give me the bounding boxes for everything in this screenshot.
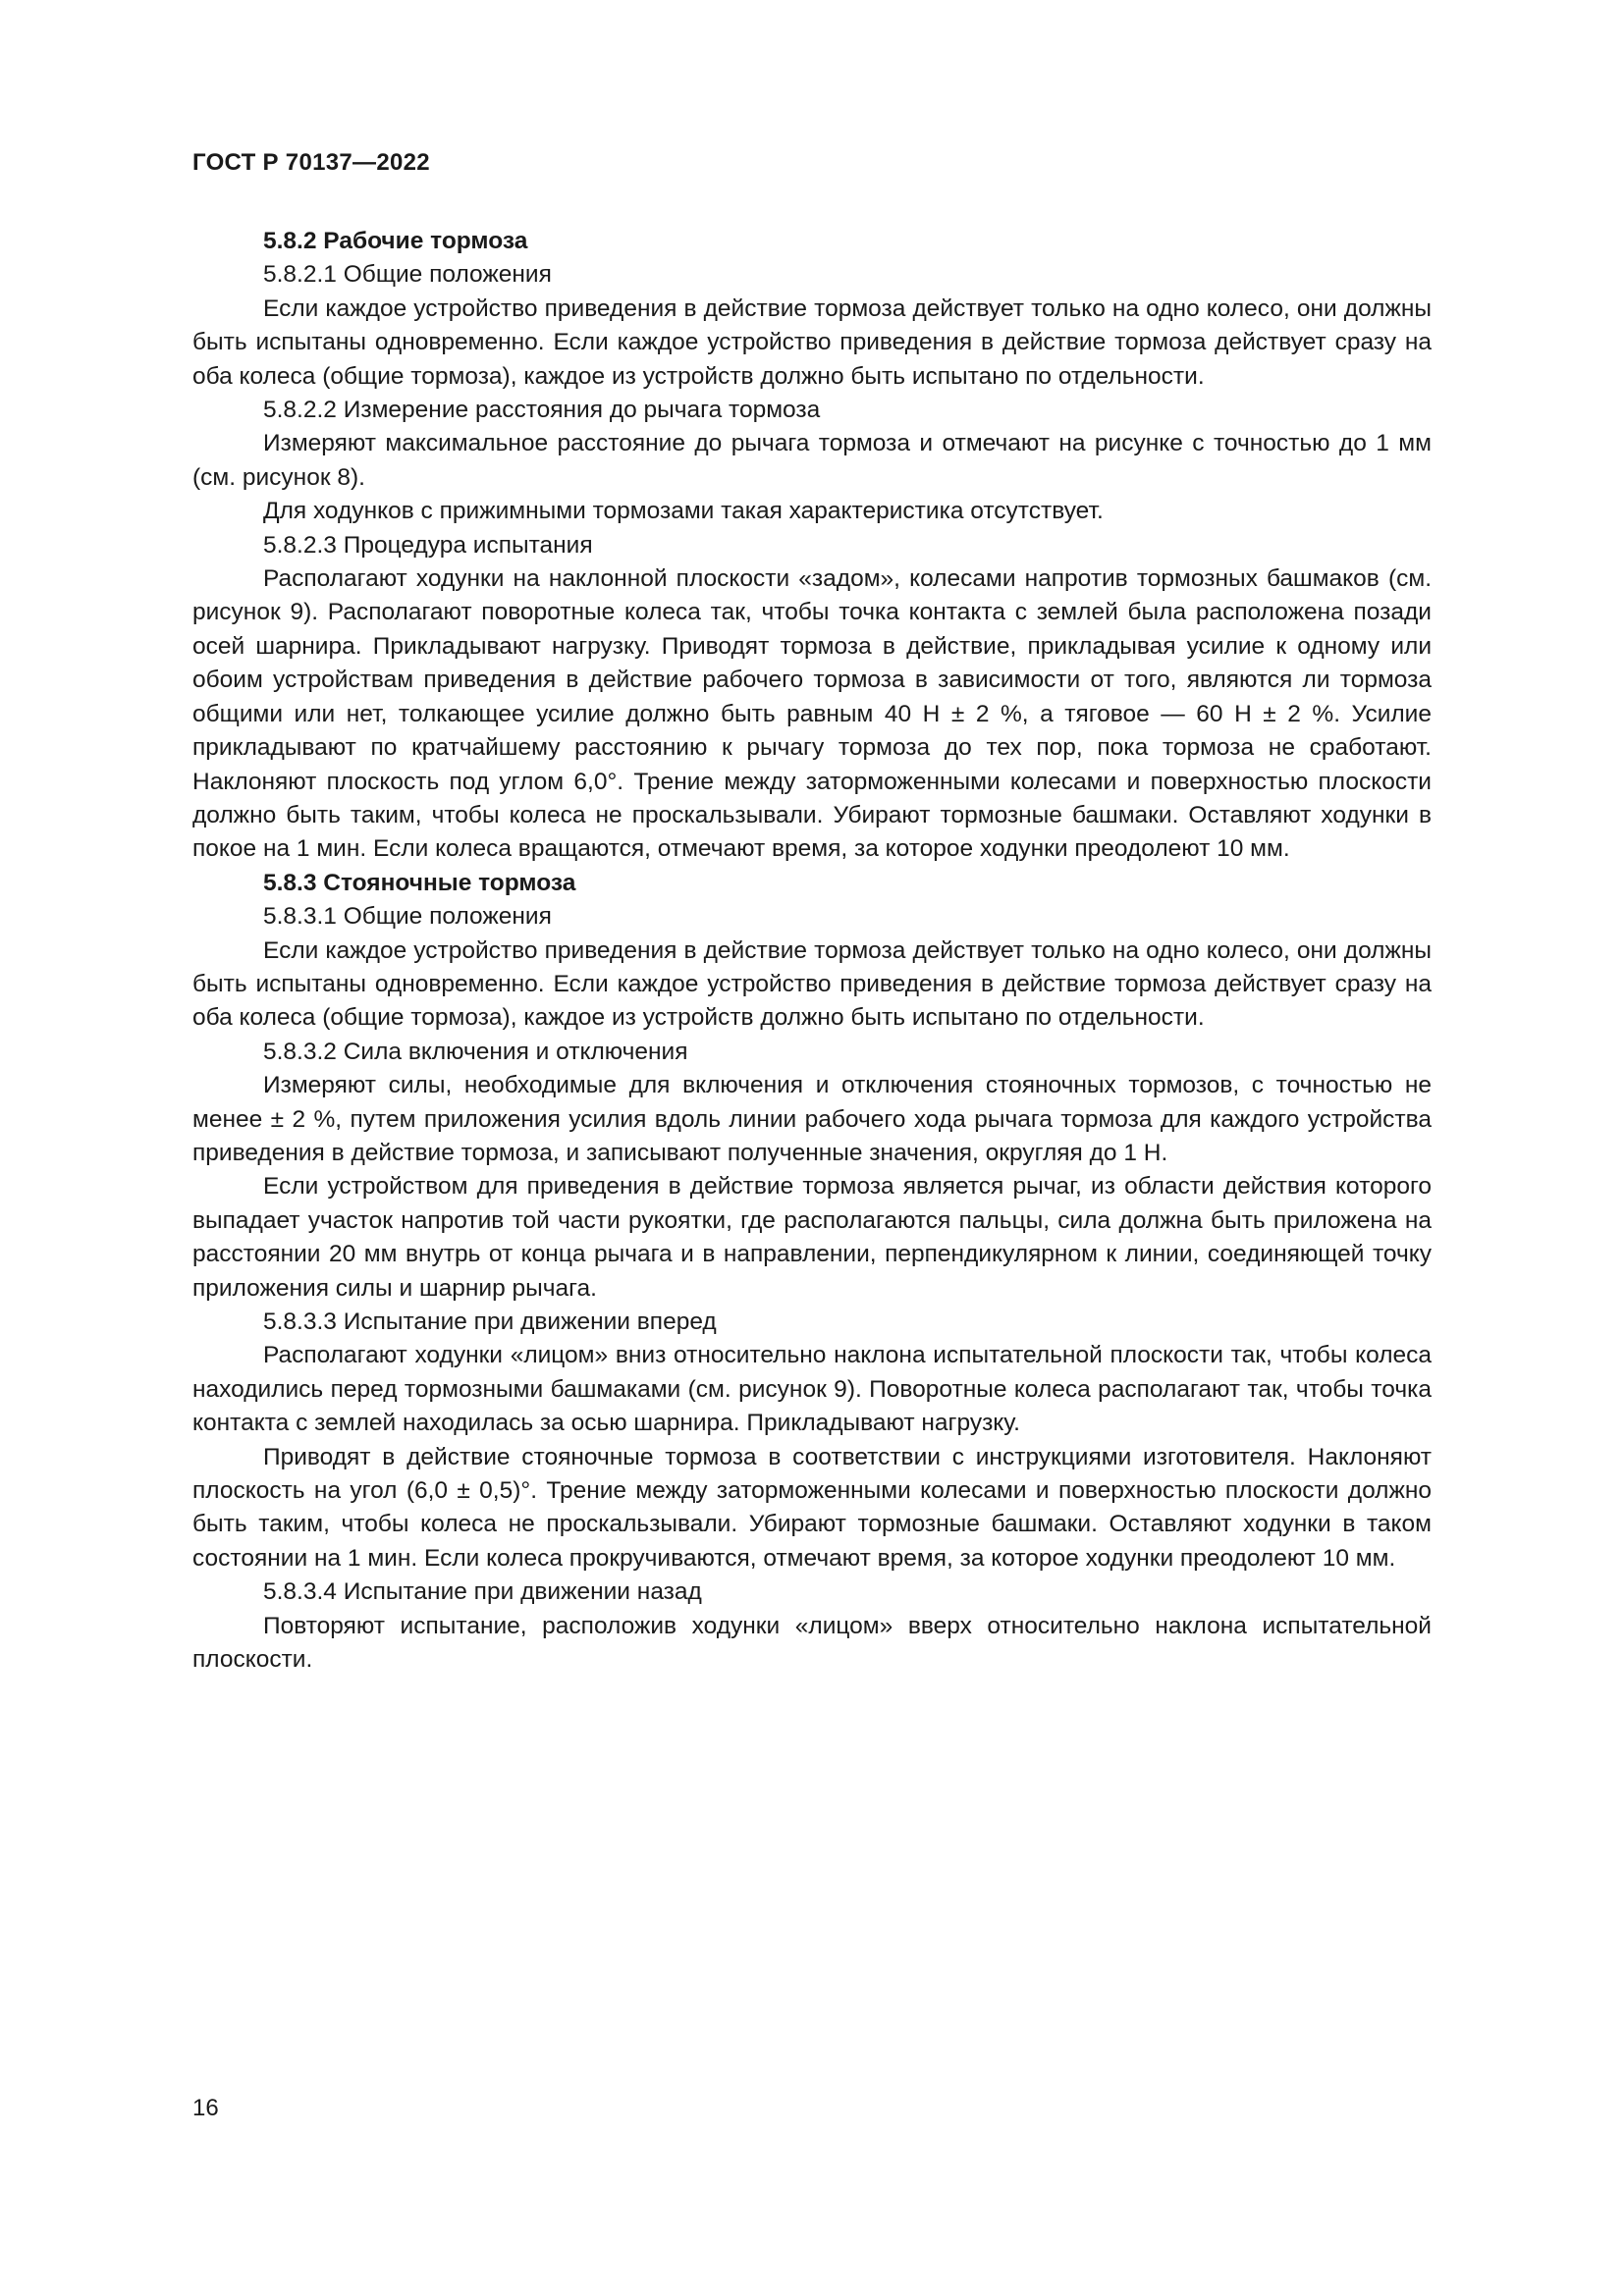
subsection-heading-5-8-3-1: 5.8.3.1 Общие положения (263, 903, 552, 931)
section-heading-5-8-3: 5.8.3 Стояночные тормоза (263, 869, 576, 896)
document-body (192, 225, 1432, 1677)
paragraph: Измеряют силы, необходимые для включения и отключения стояночных тормозов, с точностью не менее ± 2 %, путем приложения усилия вдоль линии рабочего хода рычага тормоза для каждого устройства приведения в действие тормоза, и записывают полученные значения, округляя до 1 Н. (192, 1072, 1432, 1166)
subsection-heading-5-8-2-1: 5.8.2.1 Общие положения (263, 261, 552, 289)
subsection-heading-5-8-2-3: 5.8.2.3 Процедура испытания (263, 531, 593, 559)
subsection-heading-5-8-2-2: 5.8.2.2 Измерение расстояния до рычага тормоза (263, 397, 821, 424)
paragraph: Располагают ходунки на наклонной плоскости «задом», колесами напротив тормозных башмаков (см. рисунок 9). Располагают поворотные колеса так, чтобы точка контакта с землей была расположена позади осей шарнира. Прикладывают нагрузку. Приводят тормоза в действие, прикладывая усилие к одному или обоим устройствам приведения в действие рабочего тормоза в зависимости от того, являются ли тормоза общими или нет, толкающее усилие должно быть равным 40 Н ± 2 %, а тяговое — 60 Н ± 2 %. Усилие прикладывают по кратчайшему расстоянию к рычагу тормоза до тех пор, пока тормоза не сработают. Наклоняют плоскость под углом 6,0°. Трение между заторможенными колесами и поверхностью плоскости должно быть таким, чтобы колеса не проскальзывали. Убирают тормозные башмаки. Оставляют ходунки в покое на 1 мин. Если колеса вращаются, отмечают время, за которое ходунки преодолеют 10 мм. (192, 565, 1432, 863)
subsection-heading-5-8-3-4: 5.8.3.4 Испытание при движении назад (263, 1578, 702, 1606)
paragraph: Приводят в действие стояночные тормоза в соответствии с инструкциями изготовителя. Наклоняют плоскость на угол (6,0 ± 0,5)°. Трение между заторможенными колесами и поверхностью плоскости должно быть таким, чтобы колеса не проскальзывали. Убирают тормозные башмаки. Оставляют ходунки в таком состоянии на 1 мин. Если колеса прокручиваются, отмечают время, за которое ходунки преодолеют 10 мм. (192, 1443, 1432, 1572)
paragraph: Повторяют испытание, расположив ходунки «лицом» вверх относительно наклона испытательной плоскости. (192, 1612, 1432, 1674)
paragraph: Если каждое устройство приведения в действие тормоза действует только на одно колесо, они должны быть испытаны одновременно. Если каждое устройство приведения в действие тормоза действует сразу на оба колеса (общие тормоза), каждое из устройств должно быть испытано по отдельности. (192, 294, 1432, 390)
document-header: ГОСТ Р 70137—2022 (192, 149, 430, 176)
paragraph: Располагают ходунки «лицом» вниз относительно наклона испытательной плоскости так, чтобы колеса находились перед тормозными башмаками (см. рисунок 9). Поворотные колеса располагают так, чтобы точка контакта с землей находилась за осью шарнира. Прикладывают нагрузку. (192, 1342, 1432, 1437)
paragraph: Измеряют максимальное расстояние до рычага тормоза и отмечают на рисунке с точностью до 1 мм (см. рисунок 8). (192, 430, 1432, 491)
subsection-heading-5-8-3-3: 5.8.3.3 Испытание при движении вперед (263, 1308, 717, 1335)
page-number: 16 (192, 2095, 219, 2121)
paragraph: Для ходунков с прижимными тормозами такая характеристика отсутствует. (263, 498, 1104, 525)
paragraph: Если каждое устройство приведения в действие тормоза действует только на одно колесо, они должны быть испытаны одновременно. Если каждое устройство приведения в действие тормоза действует сразу на оба колеса (общие тормоза), каждое из устройств должно быть испытано по отдельности. (192, 936, 1432, 1032)
section-heading-5-8-2: 5.8.2 Рабочие тормоза (263, 228, 528, 254)
subsection-heading-5-8-3-2: 5.8.3.2 Сила включения и отключения (263, 1038, 688, 1065)
paragraph: Если устройством для приведения в действие тормоза является рычаг, из области действия которого выпадает участок напротив той части рукоятки, где располагаются пальцы, сила должна быть приложена на расстоянии 20 мм внутрь от конца рычага и в направлении, перпендикулярном к линии, соединяющей точку приложения силы и шарнир рычага. (192, 1173, 1432, 1302)
